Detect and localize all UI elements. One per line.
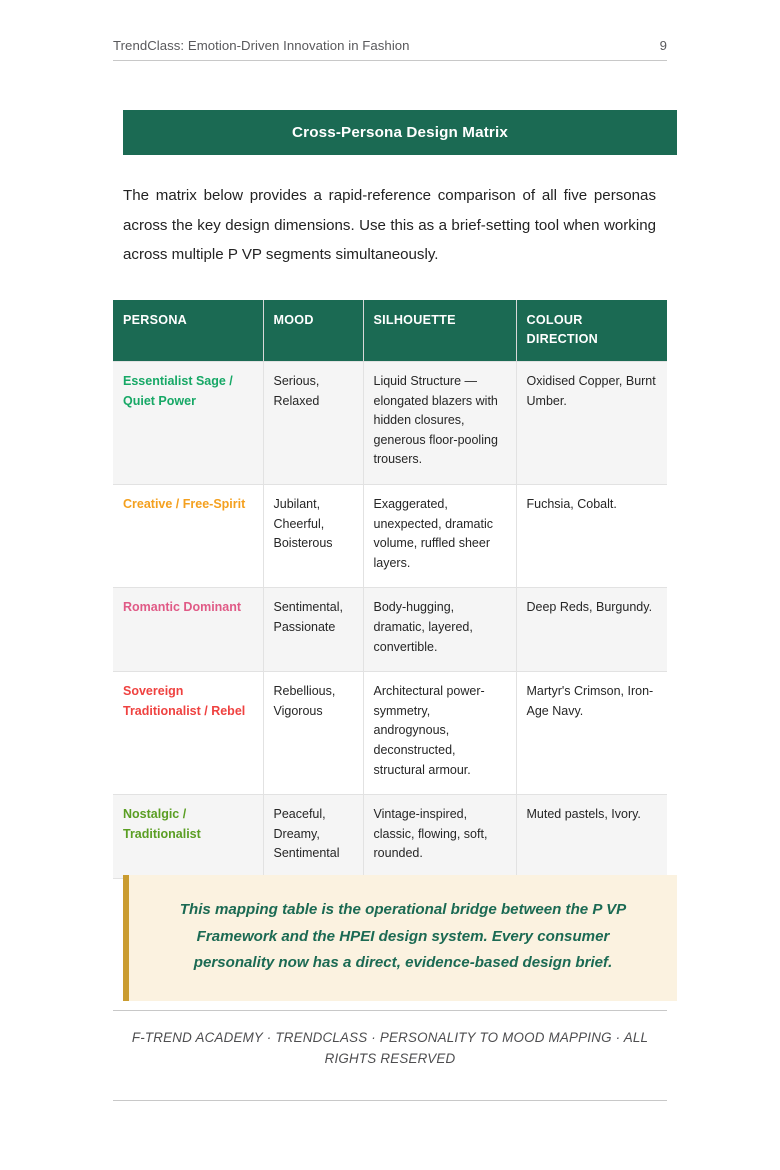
column-header-mood: MOOD: [263, 300, 363, 362]
section-title: Cross-Persona Design Matrix: [292, 124, 508, 141]
page-footer: [113, 1010, 667, 1069]
cell-persona: Creative / Free-Spirit: [113, 484, 263, 587]
cell-mood: Rebellious, Vigorous: [263, 672, 363, 795]
cell-persona: Essentialist Sage / Quiet Power: [113, 362, 263, 485]
cell-silhouette: Body-hugging, dramatic, layered, convertible.: [363, 588, 516, 672]
cell-mood: Jubilant, Cheerful, Boisterous: [263, 484, 363, 587]
cell-mood: Sentimental, Passionate: [263, 588, 363, 672]
table-header-row: [113, 300, 667, 362]
running-header: [113, 38, 667, 61]
cell-colour-direction: Oxidised Copper, Burnt Umber.: [516, 362, 667, 485]
column-header-colour-direction: COLOUR DIRECTION: [516, 300, 667, 362]
cell-mood: Serious, Relaxed: [263, 362, 363, 485]
cell-silhouette: Exaggerated, unexpected, dramatic volume, ruffled sheer layers.: [363, 484, 516, 587]
cell-colour-direction: Deep Reds, Burgundy.: [516, 588, 667, 672]
cell-mood: Peaceful, Dreamy, Sentimental: [263, 795, 363, 879]
column-header-silhouette: SILHOUETTE: [363, 300, 516, 362]
table-row: [113, 484, 667, 587]
intro-paragraph: The matrix below provides a rapid-reference comparison of all five personas across the key design dimensions. Use this as a brief-setting tool when working across multiple P VP segments simultaneously.: [123, 187, 656, 264]
running-header-title: TrendClass: Emotion-Driven Innovation in Fashion: [113, 38, 410, 53]
cell-colour-direction: Fuchsia, Cobalt.: [516, 484, 667, 587]
table-row: [113, 588, 667, 672]
table-row: [113, 795, 667, 879]
section-banner: [123, 110, 677, 155]
table-row: [113, 362, 667, 485]
page-number: 9: [659, 38, 667, 53]
cell-persona: Romantic Dominant: [113, 588, 263, 672]
cell-colour-direction: Muted pastels, Ivory.: [516, 795, 667, 879]
cell-persona: Sovereign Traditionalist / Rebel: [113, 672, 263, 795]
key-insight-callout: [123, 875, 677, 1001]
callout-text: This mapping table is the operational bridge between the P VP Framework and the HPEI design system. Every consumer personality now has a direct, evidence-based design brief.: [179, 901, 627, 971]
cell-silhouette: Liquid Structure — elongated blazers with hidden closures, generous floor-pooling trousers.: [363, 362, 516, 485]
cell-colour-direction: Martyr's Crimson, Iron-Age Navy.: [516, 672, 667, 795]
cell-silhouette: Vintage-inspired, classic, flowing, soft, rounded.: [363, 795, 516, 879]
cross-persona-design-matrix: [113, 300, 667, 879]
cell-persona: Nostalgic / Traditionalist: [113, 795, 263, 879]
cell-silhouette: Architectural power-symmetry, androgynous, deconstructed, structural armour.: [363, 672, 516, 795]
column-header-persona: PERSONA: [113, 300, 263, 362]
footer-bottom-rule: [113, 1100, 667, 1101]
footer-text: F-TREND ACADEMY · TRENDCLASS · PERSONALITY TO MOOD MAPPING · ALL RIGHTS RESERVED: [131, 1030, 649, 1066]
table-row: [113, 672, 667, 795]
